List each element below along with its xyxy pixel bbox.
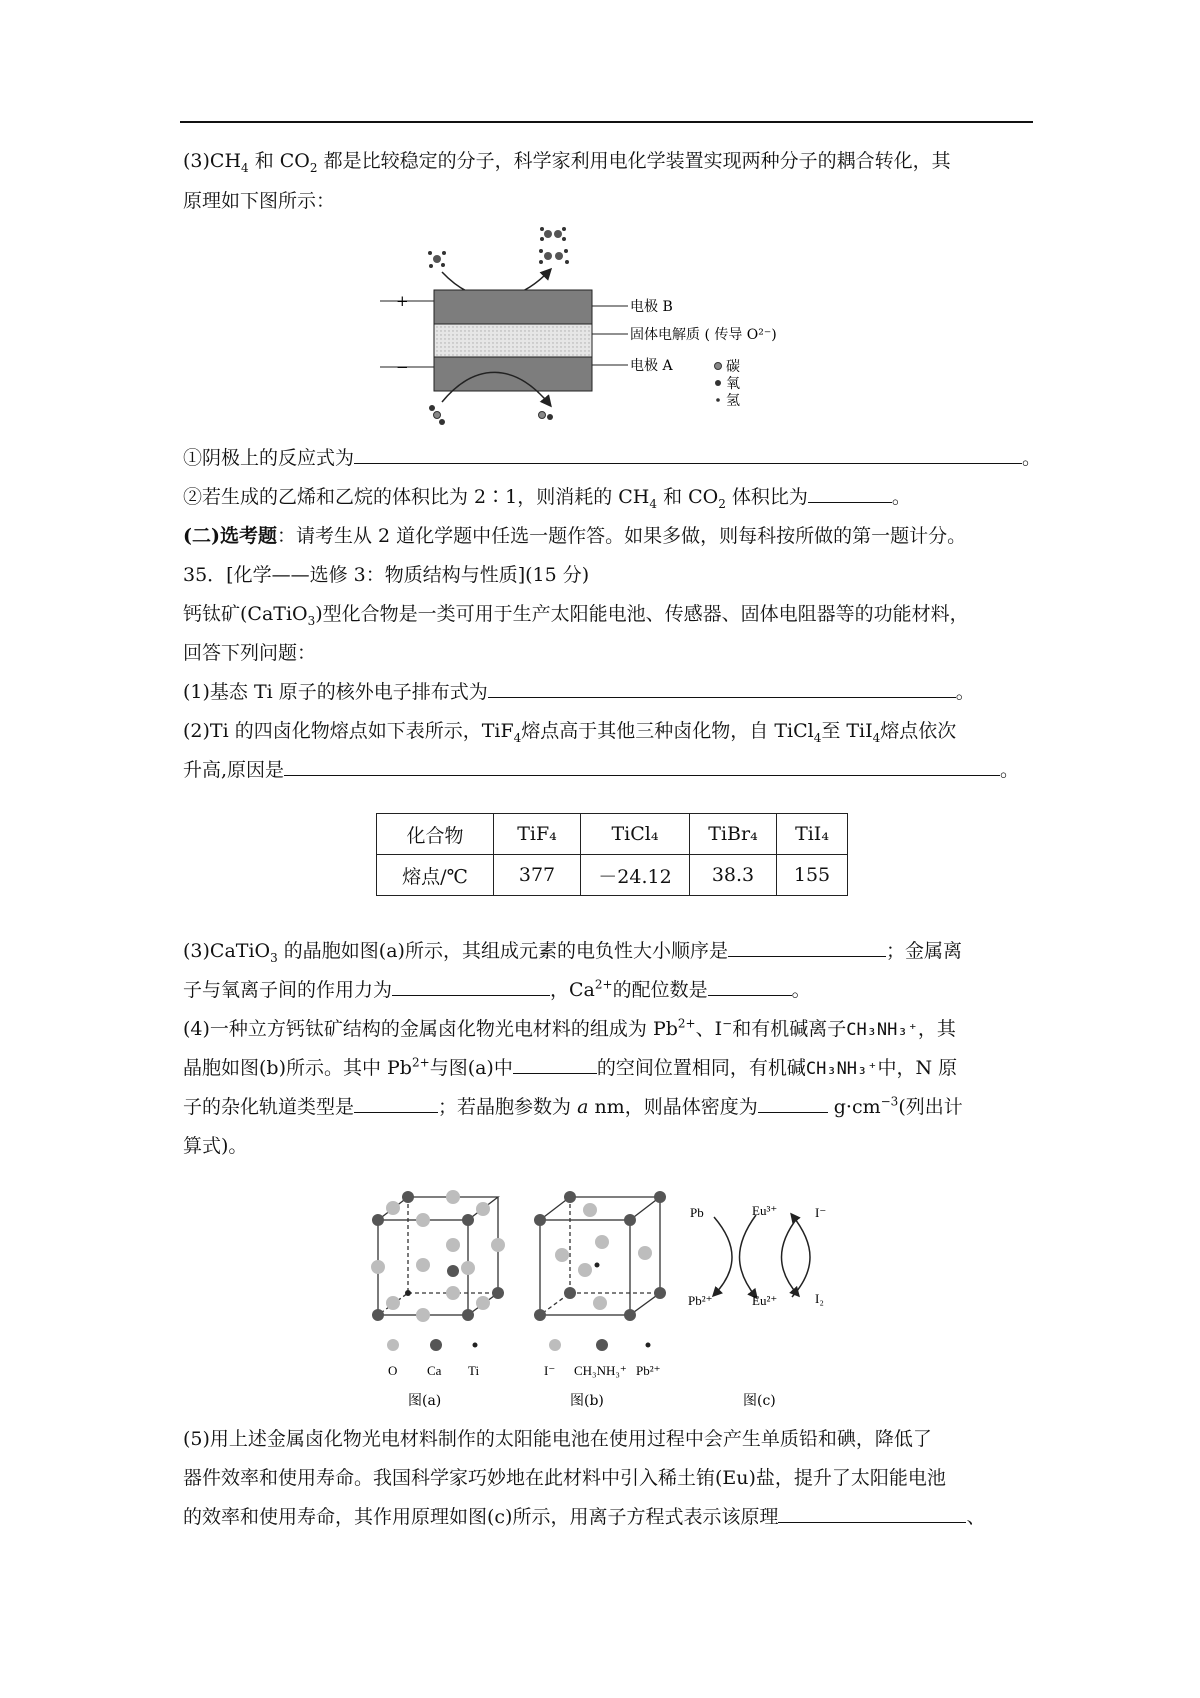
q35-part4-line1: (4)一种立方钙钛矿结构的金属卤化物光电材料的组成为 $Pb^{2+}$、I−和有机碱离子CH₃NH₃⁺，其 xyxy=(183,1016,956,1040)
legend-oxygen: 氧 xyxy=(726,376,740,392)
answer-blank-hybrid[interactable] xyxy=(354,1094,438,1113)
q35-intro-line1: 钙钛矿(CaTiO$_3$)型化合物是一类可用于生产太阳能电池、传感器、固体电阻器等的功能材料， xyxy=(183,603,969,628)
legend-ca-marker xyxy=(430,1339,442,1351)
legend-carbon: 碳 xyxy=(726,359,740,375)
label-pb2: Pb²⁺ xyxy=(688,1293,713,1308)
q35-part3-line1: (3)CaTiO$_3$ 的晶胞如图(a)所示，其组成元素的电负性大小顺序是 ；金属离 xyxy=(183,940,962,965)
co2-molecule-icon xyxy=(429,405,445,425)
q35-part1: (1)基态 Ti 原子的核外电子排布式为 。 xyxy=(183,681,975,703)
plus-sign: + xyxy=(396,292,409,310)
q3-intro-line2: 原理如下图所示： xyxy=(183,190,336,212)
answer-blank-reason[interactable] xyxy=(284,757,1000,776)
label-i2: I₂ xyxy=(815,1291,824,1306)
electrolyte-layer xyxy=(434,324,592,357)
ch4-molecule-icon xyxy=(428,251,446,268)
label-i: I⁻ xyxy=(815,1205,827,1220)
answer-blank-ratio[interactable] xyxy=(808,484,892,503)
electrode-b-layer xyxy=(434,290,592,324)
q35-part4-line3: 子的杂化轨道类型是 ；若晶胞参数为 a nm，则晶体密度为 $g\cdot cm^{-3}$(列出计 xyxy=(183,1094,963,1118)
q35-part4-line4: 算式)。 xyxy=(183,1135,248,1157)
melting-point-table xyxy=(376,813,848,896)
figure-b-caption: 图(b) xyxy=(570,1393,604,1409)
table-header-row xyxy=(377,814,848,855)
electrode-b-label: 电极 B xyxy=(630,299,673,315)
q35-intro-line2: 回答下列问题： xyxy=(183,642,317,664)
table-header: TiBr₄ xyxy=(690,814,777,855)
figure-c-caption: 图(c) xyxy=(743,1393,776,1409)
answer-blank-force[interactable] xyxy=(392,977,550,996)
legend-o-marker xyxy=(387,1339,399,1351)
table-cell: 155 xyxy=(777,855,848,896)
legend-pb-marker xyxy=(646,1343,651,1348)
q3-item1: ①阴极上的反应式为 。 xyxy=(183,447,1042,469)
q3-intro-line1: $(3)CH_4$ 和 $CO_2$ 都是比较稳定的分子，科学家利用电化学装置实现两种分子的耦合转化，其 xyxy=(183,150,951,175)
product-molecules-icon xyxy=(539,227,569,264)
q35-part2-line2: 升高,原因是 。 xyxy=(183,759,1020,781)
minus-sign: − xyxy=(396,358,409,376)
table-cell: －24.12 xyxy=(581,855,690,896)
section2-heading: (二)选考题：请考生从 2 道化学题中任选一题作答。如果多做，则每科按所做的第一题计分。 xyxy=(183,525,967,547)
table-header: TiCl₄ xyxy=(581,814,690,855)
answer-blank-coord[interactable] xyxy=(708,977,792,996)
q35-part5-line3: 的效率和使用寿命，其作用原理如图(c)所示，用离子方程式表示该原理 、 xyxy=(183,1506,986,1528)
q35-part2-line1: (2)Ti 的四卤化物熔点如下表所示，TiF$_4$熔点高于其他三种卤化物，自 TiCl$_4$至 TiI$_4$熔点依次 xyxy=(183,720,957,745)
label-pb: Pb xyxy=(690,1205,704,1220)
legend-hydrogen: 氢 xyxy=(726,393,740,409)
table-row-label: 熔点/℃ xyxy=(377,855,494,896)
table-cell: 38.3 xyxy=(690,855,777,896)
legend-o: O xyxy=(388,1363,398,1378)
answer-blank-electroneg[interactable] xyxy=(728,938,886,957)
answer-blank-position[interactable] xyxy=(513,1055,597,1074)
figure-a-catio3-cell xyxy=(368,1185,518,1415)
legend-pb: Pb²⁺ xyxy=(636,1363,661,1378)
electrochem-diagram xyxy=(380,222,820,430)
answer-blank-cathode[interactable] xyxy=(354,445,1022,464)
answer-blank-ionic-eq[interactable] xyxy=(778,1504,966,1523)
legend-ch3nh3: CH₃NH₃⁺ xyxy=(574,1363,627,1378)
header-rule xyxy=(180,121,1033,123)
electrode-a-label: 电极 A xyxy=(630,358,673,374)
legend-i-marker xyxy=(549,1339,561,1351)
q35-part3-line2: 子与氧离子间的作用力为 ，$Ca^{2+}$的配位数是 。 xyxy=(183,977,811,1001)
legend-i: I⁻ xyxy=(544,1363,556,1378)
q35-part5-line1: (5)用上述金属卤化物光电材料制作的太阳能电池在使用过程中会产生单质铅和碘，降低了 xyxy=(183,1428,932,1450)
figure-b-perovskite-cell xyxy=(530,1185,680,1415)
label-eu3: Eu³⁺ xyxy=(752,1203,778,1218)
table-header: 化合物 xyxy=(377,814,494,855)
legend-ca: Ca xyxy=(427,1363,442,1378)
answer-blank-density[interactable] xyxy=(758,1094,828,1113)
legend-ti-marker xyxy=(473,1343,478,1348)
figure-a-caption: 图(a) xyxy=(408,1393,442,1409)
electrolyte-label: 固体电解质 ( 传导 O²⁻) xyxy=(630,327,777,343)
table-header: TiI₄ xyxy=(777,814,848,855)
label-eu2: Eu²⁺ xyxy=(752,1293,778,1308)
table-header: TiF₄ xyxy=(494,814,581,855)
table-cell: 377 xyxy=(494,855,581,896)
answer-blank-config[interactable] xyxy=(488,679,956,698)
q35-part4-line2: 晶胞如图(b)所示。其中 $Pb^{2+}$与图(a)中 的空间位置相同，有机碱CH₃NH₃⁺中，N 原 xyxy=(183,1055,958,1079)
table-row xyxy=(377,855,848,896)
legend-ti: Ti xyxy=(468,1363,480,1378)
legend-ch3nh3-marker xyxy=(596,1339,608,1351)
q35-title: 35．[化学——选修 3：物质结构与性质](15 分) xyxy=(183,564,590,586)
figure-c-redox-cycle xyxy=(680,1195,860,1415)
q35-part5-line2: 器件效率和使用寿命。我国科学家巧妙地在此材料中引入稀土铕(Eu)盐，提升了太阳能电池 xyxy=(183,1467,946,1489)
q3-item2: ②若生成的乙烯和乙烷的体积比为 2∶1，则消耗的 $CH_4$ 和 $CO_2$ 体积比为 。 xyxy=(183,486,911,511)
co-molecule-icon xyxy=(539,412,554,421)
